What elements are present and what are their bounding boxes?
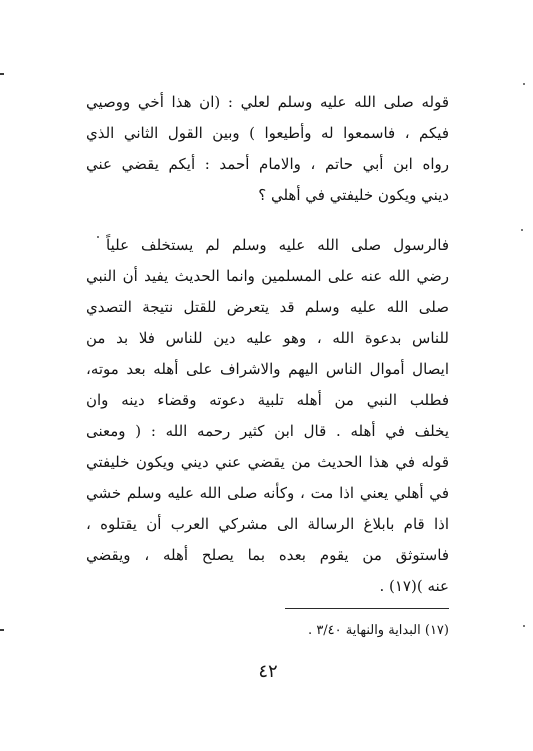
paragraph-2-line-2: رضي الله عنه على المسلمين وانما الحديث يفيد أن النبي: [86, 267, 449, 285]
paragraph-1-line-3: رواه ابن أبي حاتم ، والامام أحمد : أيكم يقضي عني: [86, 155, 449, 173]
paragraph-2-line-1: فالرسول صلى الله عليه وسلم لم يستخلف علياً: [106, 236, 449, 254]
scan-speck: [523, 625, 525, 627]
paragraph-2-line-5: ايصال أموال الناس اليهم والاشراف على أهله بعد موته،: [86, 360, 449, 378]
page-number: ٤٢: [258, 661, 278, 682]
scan-edge-mark: [0, 73, 4, 75]
scan-speck: [97, 236, 99, 238]
paragraph-2-line-3: صلى الله عليه وسلم قد يتعرض للقتل نتيجة التصدي: [86, 298, 449, 316]
scan-speck: [523, 83, 525, 85]
scan-edge-mark: [0, 629, 4, 631]
paragraph-2-line-10: اذا قام بابلاغ الرسالة الى مشركي العرب أن يقتلوه ،: [86, 515, 449, 533]
paragraph-2-line-7: يخلف في أهله . قال ابن كثير رحمه الله : ( ومعنى: [86, 422, 449, 440]
paragraph-2-line-8: قوله في هذا الحديث من يقضي عني ديني ويكون خليفتي: [86, 453, 449, 471]
scan-speck: [521, 229, 523, 231]
paragraph-2-line-4: للناس بدعوة الله ، وهو عليه دين للناس فلا بد من: [86, 329, 449, 347]
paragraph-2-line-11: فاستوثق من يقوم بعده بما يصلح أهله ، ويقضي: [86, 546, 449, 564]
paragraph-1-line-1: قوله صلى الله عليه وسلم لعلي : (ان هذا أخي ووصيي: [86, 93, 449, 111]
footnote-divider: [285, 608, 449, 609]
paragraph-2-line-9: في أهلي يعني اذا مت ، وكأنه صلى الله عليه وسلم خشي: [86, 484, 449, 502]
paragraph-2-line-12: عنه )(١٧) .: [379, 577, 449, 595]
footnote: (١٧) البداية والنهاية ٣/٤٠ .: [308, 623, 449, 638]
paragraph-2-line-6: فطلب النبي من أهله تلبية دعوته وقضاء دينه وان: [86, 391, 449, 409]
paragraph-1-line-4: ديني ويكون خليفتي في أهلي ؟: [258, 186, 449, 204]
paragraph-1-line-2: فيكم ، فاسمعوا له وأطيعوا ) وبين القول الثاني الذي: [86, 124, 449, 142]
